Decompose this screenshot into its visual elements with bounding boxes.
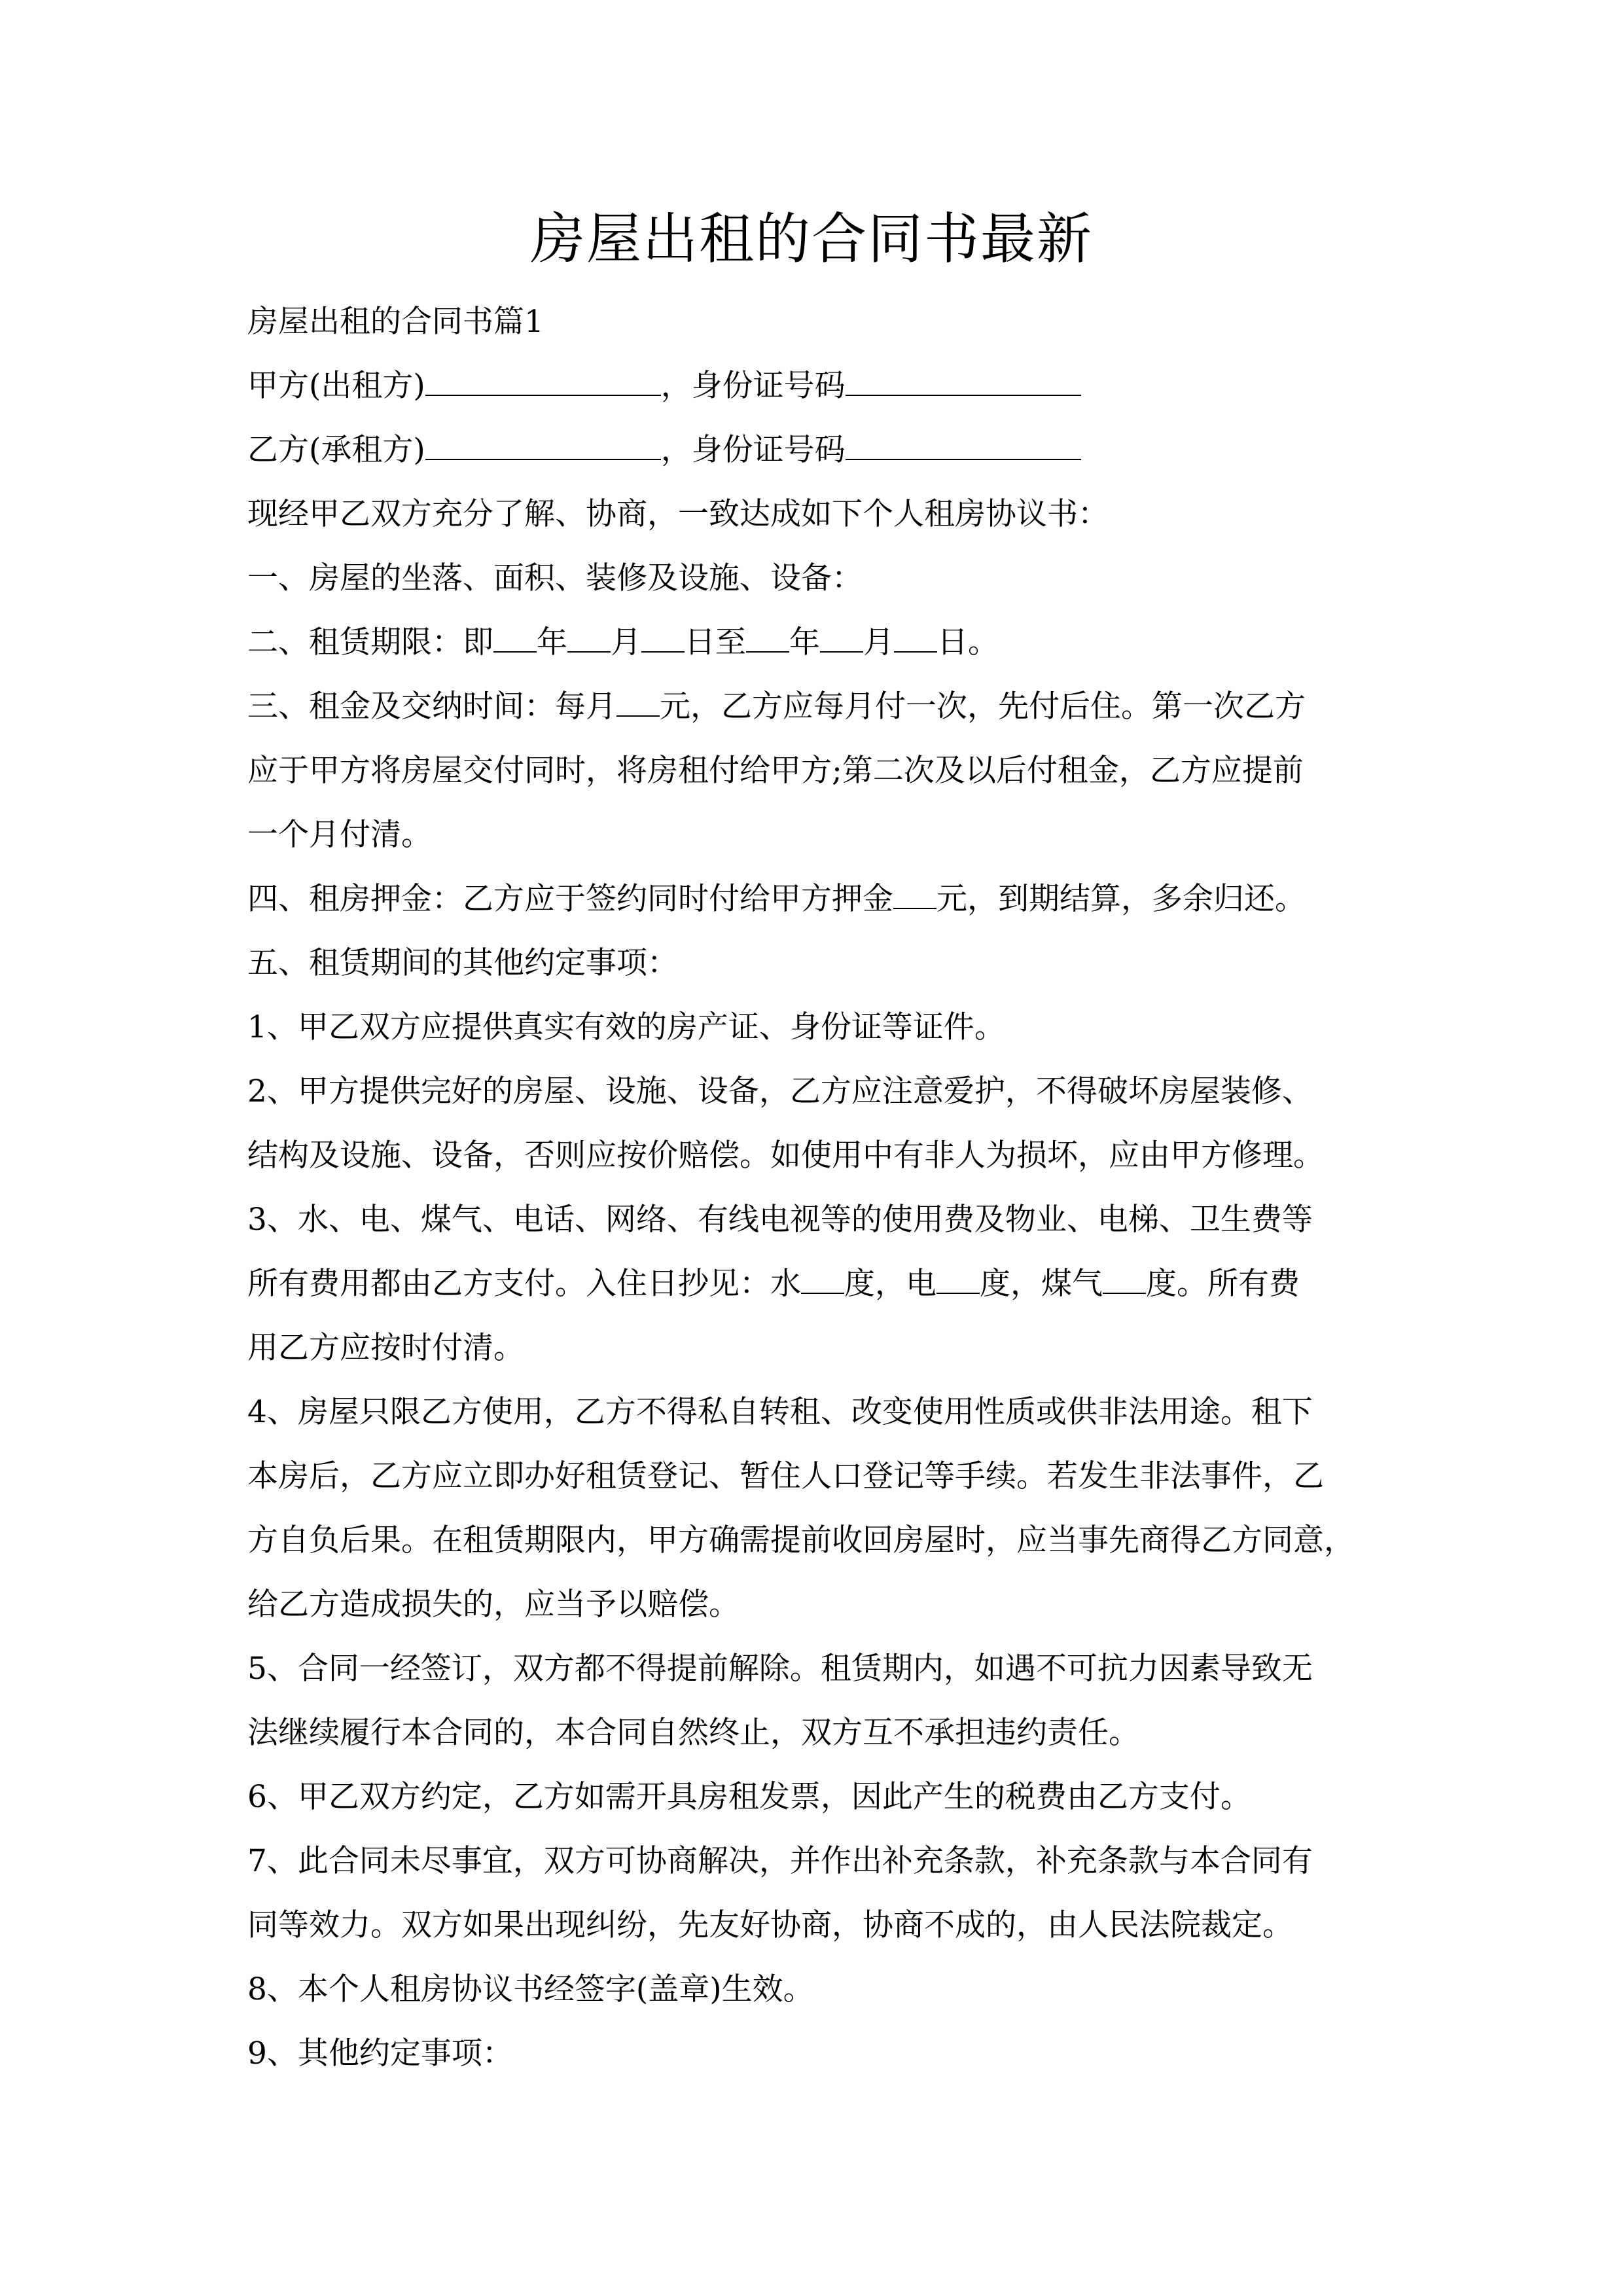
clause-3-suffix: 元，乙方应每月付一次，先付后住。第一次乙方 [660, 689, 1306, 725]
intro-paragraph: 现经甲乙双方充分了解、协商，一致达成如下个人租房协议书： [247, 496, 1109, 532]
clause-3-line-1 [247, 675, 1412, 739]
clause-4-deposit [247, 867, 1412, 931]
party-b-id-label: 身份证号码 [691, 432, 846, 468]
clause-3-line-2: 应于甲方将房屋交付同时，将房租付给甲方;第二次及以后付租金，乙方应提前 [247, 753, 1304, 789]
item-4-line-2: 本房后，乙方应立即办好租赁登记、暂住人口登记等手续。若发生非法事件，乙 [247, 1458, 1324, 1494]
document-title: 房屋出租的合同书最新 [529, 207, 1093, 271]
clause-3-line-3: 一个月付清。 [247, 817, 432, 853]
meter-water-label: 所有费用都由乙方支付。入住日抄见：水 [247, 1266, 801, 1302]
item-2-line-1: 2、甲方提供完好的房屋、设施、设备，乙方应注意爱护，不得破坏房屋装修、 [247, 1073, 1313, 1109]
party-b-separator: ， [660, 432, 692, 468]
end-day-blank[interactable] [894, 625, 937, 653]
party-a-separator: ， [660, 368, 692, 404]
item-4-line-4: 给乙方造成损失的，应当予以赔偿。 [247, 1587, 740, 1623]
party-b-id-blank[interactable] [846, 433, 1081, 460]
month-label: 月 [611, 624, 641, 660]
item-6: 6、甲乙双方约定，乙方如需开具房租发票，因此产生的税费由乙方支付。 [247, 1779, 1251, 1815]
item-1: 1、甲乙双方应提供真实有效的房产证、身份证等证件。 [247, 1009, 1005, 1045]
month-label: 月 [863, 624, 894, 660]
document-body [247, 290, 1412, 2086]
meter-electric-label: 度，电 [844, 1266, 936, 1302]
monthly-rent-blank[interactable] [616, 689, 660, 717]
gas-reading-blank[interactable] [1103, 1266, 1146, 1294]
item-8: 8、本个人租房协议书经签字(盖章)生效。 [247, 1971, 814, 2007]
item-7 [247, 1829, 1412, 1958]
deposit-blank[interactable] [893, 882, 936, 909]
party-a-label: 甲方(出租方) [247, 368, 425, 404]
clause-5-other-terms: 五、租赁期间的其他约定事项： [247, 945, 678, 981]
item-3-line-3: 用乙方应按时付清。 [247, 1330, 524, 1366]
item-4-line-3: 方自负后果。在租赁期限内，甲方确需提前收回房屋时，应当事先商得乙方同意， [247, 1522, 1355, 1558]
section-subtitle: 房屋出租的合同书篇1 [247, 304, 544, 340]
day-to-label: 日至 [685, 624, 746, 660]
clause-2-prefix: 二、租赁期限：即 [247, 624, 493, 660]
clause-3-rent [247, 675, 1412, 867]
clause-4-suffix: 元，到期结算，多余归还。 [936, 881, 1306, 917]
item-9: 9、其他约定事项： [247, 2036, 513, 2072]
party-b-name-blank[interactable] [425, 433, 661, 460]
end-year-blank[interactable] [746, 625, 789, 653]
clause-4-prefix: 四、租房押金：乙方应于签约同时付给甲方押金 [247, 881, 893, 917]
electric-reading-blank[interactable] [936, 1266, 980, 1294]
item-2-line-2: 结构及设施、设备，否则应按价赔偿。如使用中有非人为损坏，应由甲方修理。 [247, 1138, 1324, 1174]
year-label: 年 [537, 624, 567, 660]
item-4 [247, 1380, 1412, 1637]
item-3 [247, 1188, 1412, 1380]
clause-1-location: 一、房屋的坐落、面积、装修及设施、设备： [247, 560, 863, 596]
party-b-line [247, 418, 1412, 482]
meter-gas-label: 度，煤气 [980, 1266, 1103, 1302]
party-b-label: 乙方(承租方) [247, 432, 425, 468]
water-reading-blank[interactable] [801, 1266, 844, 1294]
item-3-line-2-suffix: 度。所有费 [1146, 1266, 1300, 1302]
party-a-id-label: 身份证号码 [691, 368, 846, 404]
item-5 [247, 1637, 1412, 1765]
item-7-line-1: 7、此合同未尽事宜，双方可协商解决，并作出补充条款，补充条款与本合同有 [247, 1843, 1313, 1879]
day-label: 日。 [937, 624, 999, 660]
year-label: 年 [789, 624, 820, 660]
item-4-line-1: 4、房屋只限乙方使用，乙方不得私自转租、改变使用性质或供非法用途。租下 [247, 1394, 1313, 1430]
party-a-id-blank[interactable] [846, 368, 1081, 396]
party-a-name-blank[interactable] [425, 368, 661, 396]
item-5-line-2: 法继续履行本合同的，本合同自然终止，双方互不承担违约责任。 [247, 1715, 1139, 1751]
start-year-blank[interactable] [493, 625, 537, 653]
start-day-blank[interactable] [641, 625, 685, 653]
item-2 [247, 1060, 1412, 1188]
item-3-line-1: 3、水、电、煤气、电话、网络、有线电视等的使用费及物业、电梯、卫生费等 [247, 1202, 1313, 1238]
item-7-line-2: 同等效力。双方如果出现纠纷，先友好协商，协商不成的，由人民法院裁定。 [247, 1907, 1293, 1943]
item-5-line-1: 5、合同一经签订，双方都不得提前解除。租赁期内，如遇不可抗力因素导致无 [247, 1651, 1313, 1687]
item-3-line-2 [247, 1252, 1412, 1316]
clause-3-prefix: 三、租金及交纳时间：每月 [247, 689, 616, 725]
start-month-blank[interactable] [567, 625, 611, 653]
end-month-blank[interactable] [820, 625, 863, 653]
clause-2-lease-term [247, 611, 1412, 675]
party-a-line [247, 354, 1412, 418]
